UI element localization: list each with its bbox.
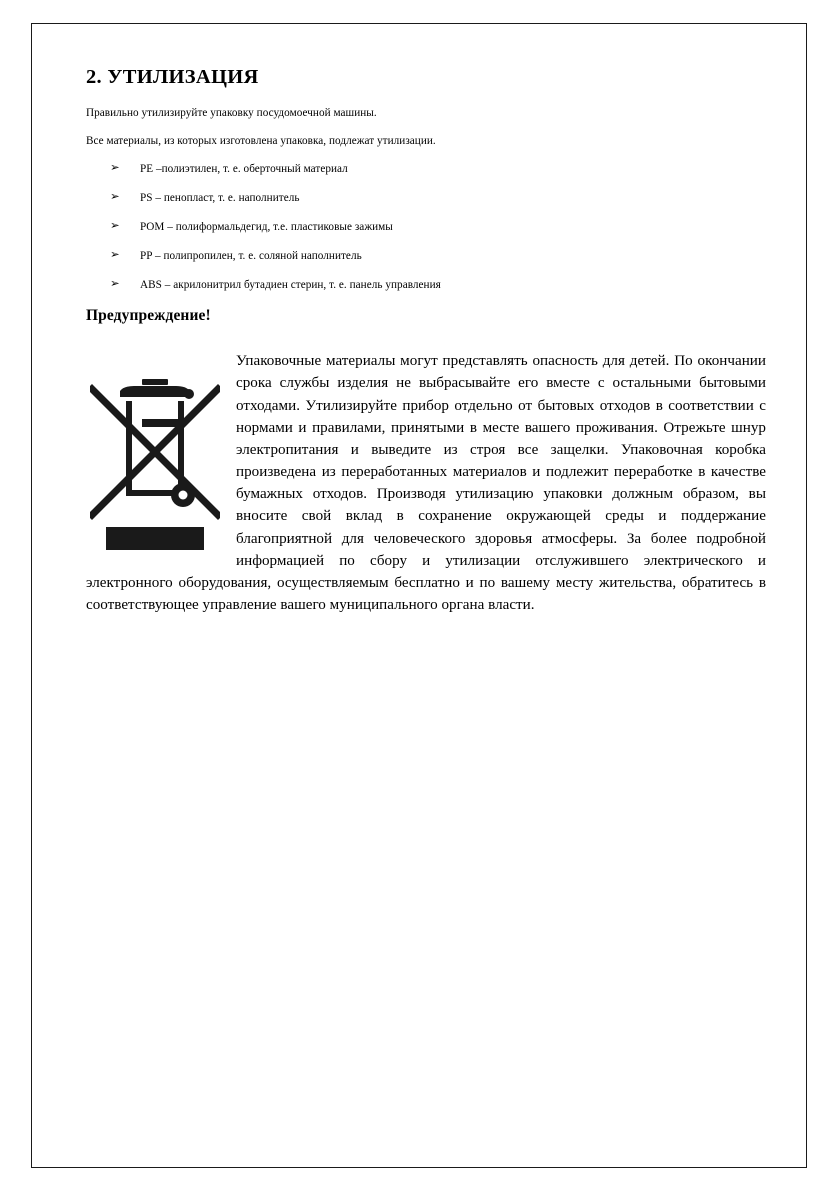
page-content: [86, 66, 766, 616]
list-item-label: PE –полиэтилен, т. е. оберточный материал: [140, 162, 348, 175]
page-title: 2. УТИЛИЗАЦИЯ: [86, 66, 259, 88]
arrow-bullet-icon: ➢: [110, 219, 120, 232]
arrow-bullet-icon: ➢: [110, 277, 120, 290]
warning-heading: Предупреждение!: [86, 306, 211, 324]
page-frame: [31, 23, 807, 1168]
weee-figure: [86, 375, 236, 553]
list-item-label: ABS – акрилонитрил бутадиен стерин, т. е. панель управления: [140, 278, 441, 291]
list-item-label: POM – полиформальдегид, т.е. пластиковые зажимы: [140, 220, 393, 233]
list-item-label: PS – пенопласт, т. е. наполнитель: [140, 191, 300, 204]
arrow-bullet-icon: ➢: [110, 161, 120, 174]
intro-line-1: Правильно утилизируйте упаковку посудомоечной машины.: [86, 106, 377, 119]
arrow-bullet-icon: ➢: [110, 190, 120, 203]
crossed-out-wheelie-bin-icon: [90, 375, 220, 553]
list-item: [86, 278, 766, 292]
body-paragraph: Упаковочные материалы могут представлять опасность для детей. По окончании срока службы изделия не выбрасывайте его вместе с остальными бытовыми отходами. Утилизируйте прибор отдельно от бытовых отходов в соответствии с нормами и правилами, принятыми в месте вашего проживания. Отрежьте шнур электропитания и выведите из строя все защелки. Упаковочная коробка произведена из переработанных материалов и подлежит переработке в качестве бумажных отходов. Производя утилизацию упаковки должным образом, вы вносите свой вклад в сохранение окружающей среды и поддержание благоприятной для человеческого здоровья атмосферы. За более подробной информацией по сбору и утилизации отслужившего электрического и электронного оборудования, осуществляемым бесплатно и по вашему месту жительства, обратитесь в соответствующее управление вашего муниципального органа власти.: [86, 353, 766, 614]
intro-line-2: Все материалы, из которых изготовлена упаковка, подлежат утилизации.: [86, 134, 436, 147]
materials-list: [86, 162, 766, 292]
list-item-label: PP – полипропилен, т. е. соляной наполнитель: [140, 249, 362, 262]
list-item: [86, 249, 766, 263]
list-item: [86, 162, 766, 176]
list-item: [86, 220, 766, 234]
list-item: [86, 191, 766, 205]
arrow-bullet-icon: ➢: [110, 248, 120, 261]
